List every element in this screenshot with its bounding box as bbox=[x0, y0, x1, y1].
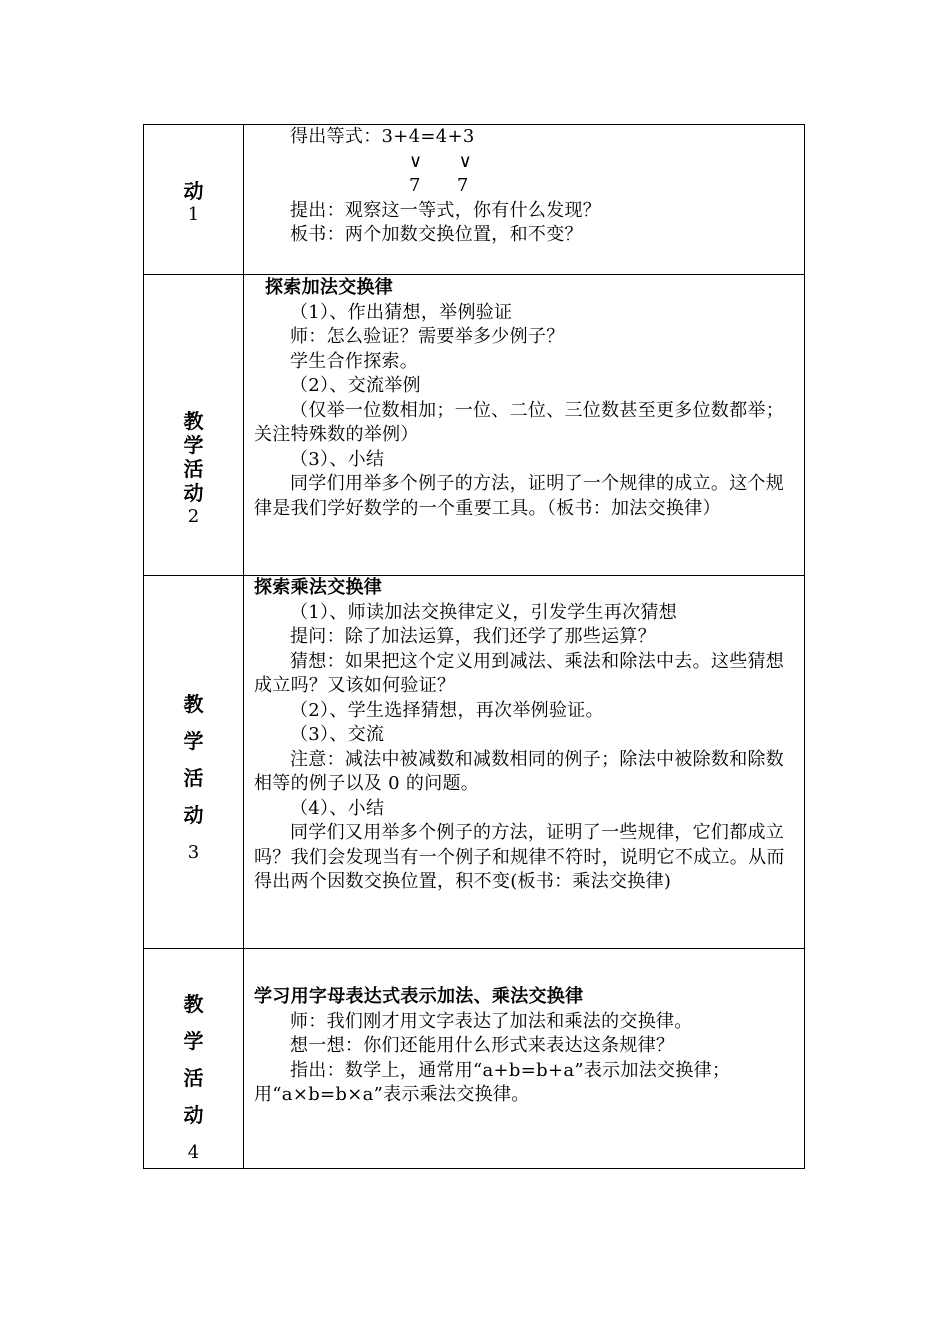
label-number: 1 bbox=[187, 204, 200, 225]
label-number: 4 bbox=[187, 1142, 200, 1163]
label-char: 动 bbox=[183, 803, 204, 827]
student-activity-line: 学生合作探索。 bbox=[290, 350, 419, 372]
row-content-cell bbox=[244, 576, 805, 949]
label-char: 动 bbox=[183, 1103, 204, 1127]
lesson-plan-table bbox=[143, 124, 805, 1169]
summary-paragraph: 同学们用举多个例子的方法，证明了一个规律的成立。这个规律是我们学好数学的一个重要工具。（板书：加法交换律） bbox=[254, 473, 785, 519]
step-line: （1）、师读加法交换律定义，引发学生再次猜想 bbox=[290, 601, 678, 623]
check-marks-line: ∨ ∨ bbox=[409, 150, 473, 172]
note-paragraph: 注意：减法中被减数和减数相同的例子；除法中被除数和除数相等的例子以及 0 的问题。 bbox=[254, 748, 785, 794]
row-content-cell bbox=[244, 275, 805, 576]
result-values-line: 7 7 bbox=[409, 175, 469, 196]
row-label bbox=[144, 175, 243, 225]
board-note-line: 板书：两个加数交换位置，和不变？ bbox=[290, 224, 583, 245]
row-label-cell bbox=[144, 275, 244, 576]
step-line: （1）、作出猜想，举例验证 bbox=[290, 301, 513, 323]
label-char: 活 bbox=[183, 766, 204, 790]
equation-line: 得出等式：3+4=4+3 bbox=[290, 126, 475, 147]
step-line: （3）、交流 bbox=[290, 724, 385, 745]
summary-paragraph: 同学们又用举多个例子的方法，证明了一些规律，它们都成立吗？我们会发现当有一个例子和规律不符时，说明它不成立。从而得出两个因数交换位置，积不变(板书：乘法交换律) bbox=[254, 822, 785, 892]
table-row-activity-3 bbox=[144, 576, 805, 949]
label-char: 活 bbox=[183, 457, 204, 481]
table-row-activity-1 bbox=[144, 125, 805, 275]
label-char: 学 bbox=[183, 729, 204, 753]
row-content-cell bbox=[244, 125, 805, 275]
section-heading: 探索乘法交换律 bbox=[254, 577, 383, 598]
step-line: （2）、交流举例 bbox=[290, 375, 421, 396]
label-char: 动 bbox=[183, 481, 204, 505]
question-line: 提问：除了加法运算，我们还学了那些运算？ bbox=[290, 626, 656, 647]
section-heading: 学习用字母表达式表示加法、乘法交换律 bbox=[254, 986, 584, 1007]
question-line: 提出：观察这一等式，你有什么发现？ bbox=[290, 199, 602, 221]
row-label-cell bbox=[144, 949, 244, 1169]
row-label-cell bbox=[144, 576, 244, 949]
label-char: 教 bbox=[183, 409, 204, 433]
teacher-line: 师：我们刚才用文字表达了加法和乘法的交换律。 bbox=[290, 1010, 693, 1032]
label-char: 活 bbox=[183, 1066, 204, 1090]
formula-paragraph: 指出：数学上，通常用“a+b=b+a”表示加法交换律；用“a×b=b×a”表示乘法交换律。 bbox=[254, 1059, 731, 1105]
step-line: （3）、小结 bbox=[290, 448, 385, 470]
label-number: 3 bbox=[187, 842, 200, 863]
label-char: 教 bbox=[183, 992, 204, 1016]
table-row-activity-4 bbox=[144, 949, 805, 1169]
section-heading: 探索加法交换律 bbox=[265, 277, 394, 298]
label-char: 学 bbox=[183, 433, 204, 457]
row-label-cell bbox=[144, 125, 244, 275]
row-content-cell bbox=[244, 949, 805, 1169]
row-label bbox=[144, 409, 243, 529]
label-char: 教 bbox=[183, 692, 204, 716]
label-char: 学 bbox=[183, 1029, 204, 1053]
question-line: 想一想：你们还能用什么形式来表达这条规律？ bbox=[290, 1035, 675, 1056]
teacher-question-line: 师：怎么验证？需要举多少例子？ bbox=[290, 326, 565, 347]
row-label bbox=[144, 986, 243, 1171]
label-number: 2 bbox=[187, 506, 200, 527]
table-row-activity-2 bbox=[144, 275, 805, 576]
step-line: （2）、学生选择猜想，再次举例验证。 bbox=[290, 699, 604, 721]
hypothesis-paragraph: 猜想：如果把这个定义用到减法、乘法和除法中去。这些猜想成立吗？又该如何验证？ bbox=[254, 650, 785, 696]
step-line: （4）、小结 bbox=[290, 797, 385, 819]
row-label bbox=[144, 686, 243, 871]
note-paragraph: （仅举一位数相加；一位、二位、三位数甚至更多位数都举；关注特殊数的举例） bbox=[254, 399, 785, 445]
label-char: 动 bbox=[183, 179, 204, 203]
